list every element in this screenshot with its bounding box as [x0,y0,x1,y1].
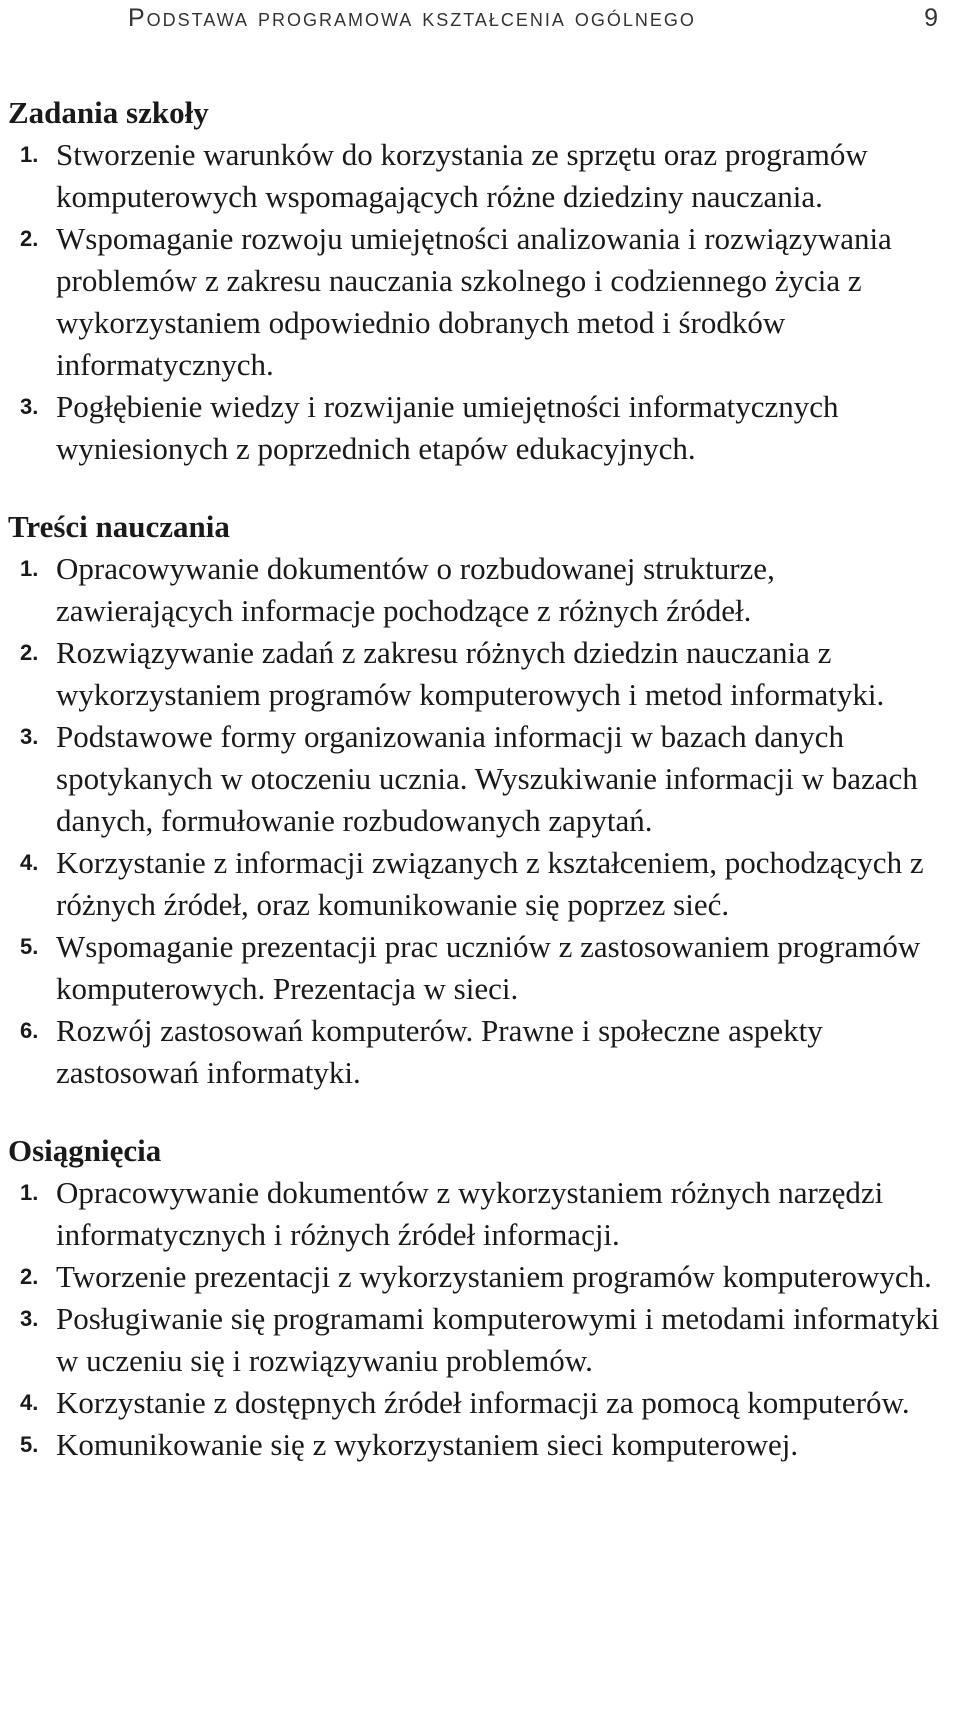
item-text: Opracowywanie dokumentów o rozbudowanej strukturze, zawierających informacje pochodzące z różnych źródeł. [56,551,775,628]
section-title: Zadania szkoły [8,95,209,130]
item-number: 2. [20,640,39,665]
item-number: 1. [20,1180,39,1205]
running-header [128,4,938,38]
item-number: 5. [20,934,39,959]
section-list [8,548,953,1094]
list-item [8,926,953,1010]
item-text: Korzystanie z dostępnych źródeł informacji za pomocą komputerów. [56,1385,910,1420]
section-zadania-szkoly [8,92,953,470]
item-number: 3. [20,724,39,749]
item-text: Korzystanie z informacji związanych z kształceniem, pochodzących z różnych źródeł, oraz komunikowanie się poprzez sieć. [56,845,924,922]
list-item [8,716,953,842]
item-number: 4. [20,850,39,875]
item-number: 1. [20,556,39,581]
item-number: 4. [20,1390,39,1415]
list-item [8,1298,953,1382]
item-number: 1. [20,142,39,167]
item-text: Komunikowanie się z wykorzystaniem sieci komputerowej. [56,1427,799,1462]
item-number: 2. [20,1264,39,1289]
page-content [8,92,953,1466]
item-number: 5. [20,1432,39,1457]
list-item [8,632,953,716]
item-text: Posługiwanie się programami komputerowymi i metodami informatyki w uczeniu się i rozwiązywaniu problemów. [56,1301,940,1378]
section-list [8,134,953,470]
list-item [8,842,953,926]
list-item [8,1424,953,1466]
list-item [8,134,953,218]
item-text: Wspomaganie prezentacji prac uczniów z zastosowaniem programów komputerowych. Prezentacja w sieci. [56,929,921,1006]
section-title: Osiągnięcia [8,1133,162,1168]
list-item [8,1172,953,1256]
item-number: 3. [20,394,39,419]
running-title: Podstawa programowa kształcenia ogólnego [128,4,696,32]
item-number: 6. [20,1018,39,1043]
item-text: Rozwój zastosowań komputerów. Prawne i społeczne aspekty zastosowań informatyki. [56,1013,823,1090]
list-item [8,548,953,632]
page-number: 9 [924,4,938,32]
list-item [8,1010,953,1094]
item-text: Pogłębienie wiedzy i rozwijanie umiejętności informatycznych wyniesionych z poprzednich etapów edukacyjnych. [56,389,839,466]
item-text: Tworzenie prezentacji z wykorzystaniem programów komputerowych. [56,1259,932,1294]
list-item [8,1382,953,1424]
item-text: Podstawowe formy organizowania informacji w bazach danych spotykanych w otoczeniu ucznia. Wyszukiwanie informacji w bazach danych, formułowanie rozbudowanych zapytań. [56,719,918,838]
list-item [8,218,953,386]
section-tresci-nauczania [8,506,953,1094]
item-text: Wspomaganie rozwoju umiejętności analizowania i rozwiązywania problemów z zakresu nauczania szkolnego i codziennego życia z wykorzystaniem odpowiednio dobranych metod i środków informatycznych. [56,221,892,382]
item-number: 2. [20,226,39,251]
item-text: Rozwiązywanie zadań z zakresu różnych dziedzin nauczania z wykorzystaniem programów komputerowych i metod informatyki. [56,635,885,712]
list-item [8,1256,953,1298]
section-osiagniecia [8,1130,953,1466]
item-text: Opracowywanie dokumentów z wykorzystaniem różnych narzędzi informatycznych i różnych źródeł informacji. [56,1175,884,1252]
item-number: 3. [20,1306,39,1331]
item-text: Stworzenie warunków do korzystania ze sprzętu oraz programów komputerowych wspomagających różne dziedziny nauczania. [56,137,868,214]
section-title: Treści nauczania [8,509,230,544]
section-list [8,1172,953,1466]
list-item [8,386,953,470]
